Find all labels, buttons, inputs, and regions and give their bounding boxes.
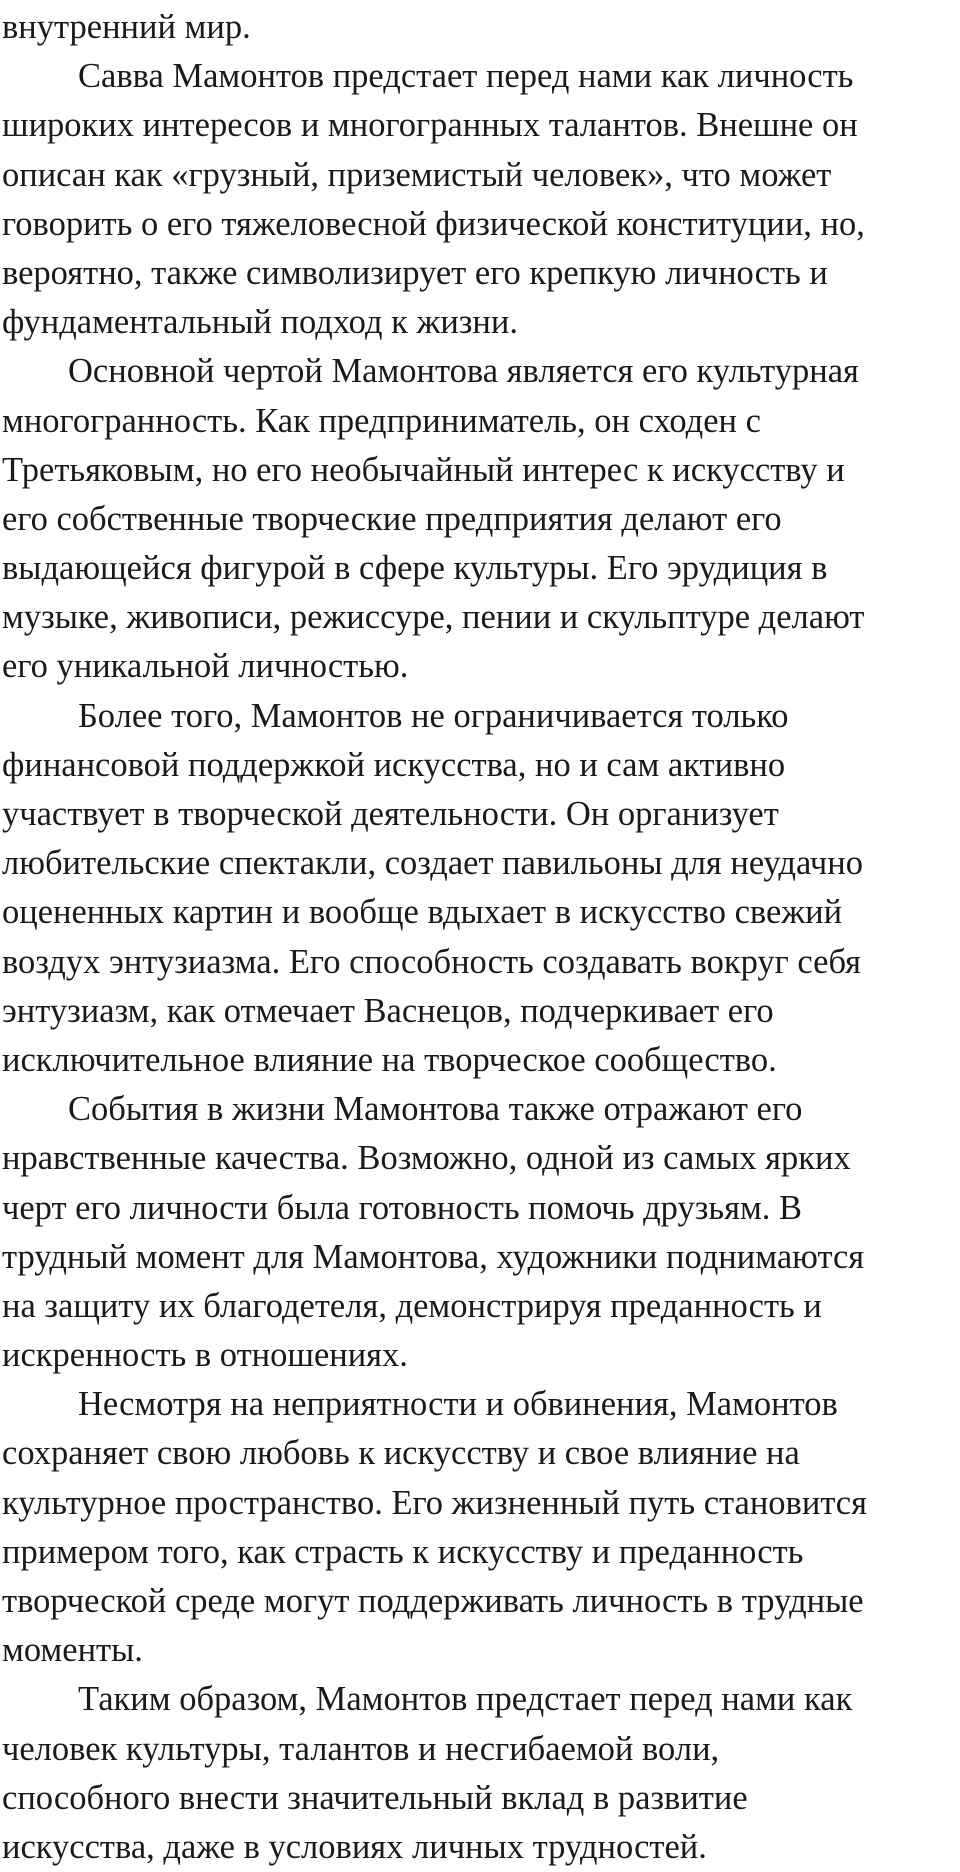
- paragraph-line: его уникальной личностью.: [2, 647, 409, 686]
- paragraph-line: многогранность. Как предприниматель, он сходен с: [2, 401, 761, 440]
- paragraph: [2, 3, 942, 52]
- paragraph-line: культурное пространство. Его жизненный путь становится: [2, 1483, 867, 1522]
- paragraph-line: нравственные качества. Возможно, одной из самых ярких: [2, 1139, 851, 1178]
- paragraph: [2, 347, 942, 691]
- paragraph-line: широких интересов и многогранных талантов. Внешне он: [2, 106, 858, 145]
- paragraph-line: оцененных картин и вообще вдыхает в искусство свежий: [2, 893, 843, 932]
- paragraph: [2, 1380, 942, 1675]
- paragraph-line: его собственные творческие предприятия делают его: [2, 499, 782, 538]
- paragraph-line: фундаментальный подход к жизни.: [2, 303, 518, 342]
- paragraph-line: говорить о его тяжеловесной физической конституции, но,: [2, 204, 865, 243]
- paragraph-first-line: Несмотря на неприятности и обвинения, Мамонтов: [78, 1385, 838, 1424]
- paragraph-line: Третьяковым, но его необычайный интерес к искусству и: [2, 450, 845, 489]
- paragraph-line: сохраняет свою любовь к искусству и свое влияние на: [2, 1434, 800, 1473]
- paragraph-line: финансовой поддержкой искусства, но и сам активно: [2, 745, 786, 784]
- paragraph-line: черт его личности была готовность помочь друзьям. В: [2, 1188, 803, 1227]
- paragraph-line: музыке, живописи, режиссуре, пении и скульптуре делают: [2, 598, 865, 637]
- paragraph-first-line: Савва Мамонтов предстает перед нами как личность: [78, 57, 854, 96]
- paragraph-line: энтузиазм, как отмечает Васнецов, подчеркивает его: [2, 991, 774, 1030]
- paragraph-line: творческой среде могут поддерживать личность в трудные: [2, 1582, 864, 1620]
- paragraph-line: выдающейся фигурой в сфере культуры. Его эрудиция в: [2, 549, 828, 588]
- paragraph-line: человек культуры, талантов и несгибаемой воли,: [2, 1729, 720, 1768]
- paragraph-line: искусства, даже в условиях личных трудностей.: [2, 1827, 707, 1866]
- paragraph-first-line: Более того, Мамонтов не ограничивается только: [78, 696, 789, 735]
- paragraph-line: исключительное влияние на творческое сообщество.: [2, 1040, 777, 1079]
- paragraph-line: искренность в отношениях.: [2, 1336, 408, 1375]
- paragraph-line: воздух энтузиазма. Его способность создавать вокруг себя: [2, 942, 862, 981]
- paragraph: [2, 692, 942, 1086]
- paragraph-first-line: Таким образом, Мамонтов предстает перед нами как: [78, 1680, 853, 1719]
- paragraph-line: любительские спектакли, создает павильоны для неудачно: [2, 844, 863, 883]
- paragraph-line: трудный момент для Мамонтова, художники поднимаются: [2, 1237, 865, 1276]
- paragraph: [2, 52, 942, 347]
- paragraph-first-line: внутренний мир.: [2, 8, 251, 46]
- paragraph-first-line: Основной чертой Мамонтова является его культурная: [68, 352, 859, 391]
- paragraph-line: моменты.: [2, 1631, 143, 1670]
- paragraph-first-line: События в жизни Мамонтова также отражают его: [68, 1090, 803, 1129]
- paragraph-line: вероятно, также символизирует его крепкую личность и: [2, 253, 828, 292]
- paragraph: [2, 1085, 942, 1380]
- document-text: [2, 3, 942, 1872]
- paragraph-line: участвует в творческой деятельности. Он организует: [2, 795, 779, 833]
- paragraph-line: примером того, как страсть к искусству и преданность: [2, 1532, 804, 1571]
- paragraph-line: на защиту их благодетеля, демонстрируя преданность и: [2, 1286, 822, 1325]
- paragraph-line: способного внести значительный вклад в развитие: [2, 1778, 748, 1817]
- paragraph: [2, 1675, 942, 1872]
- paragraph-line: описан как «грузный, приземистый человек», что может: [2, 155, 832, 194]
